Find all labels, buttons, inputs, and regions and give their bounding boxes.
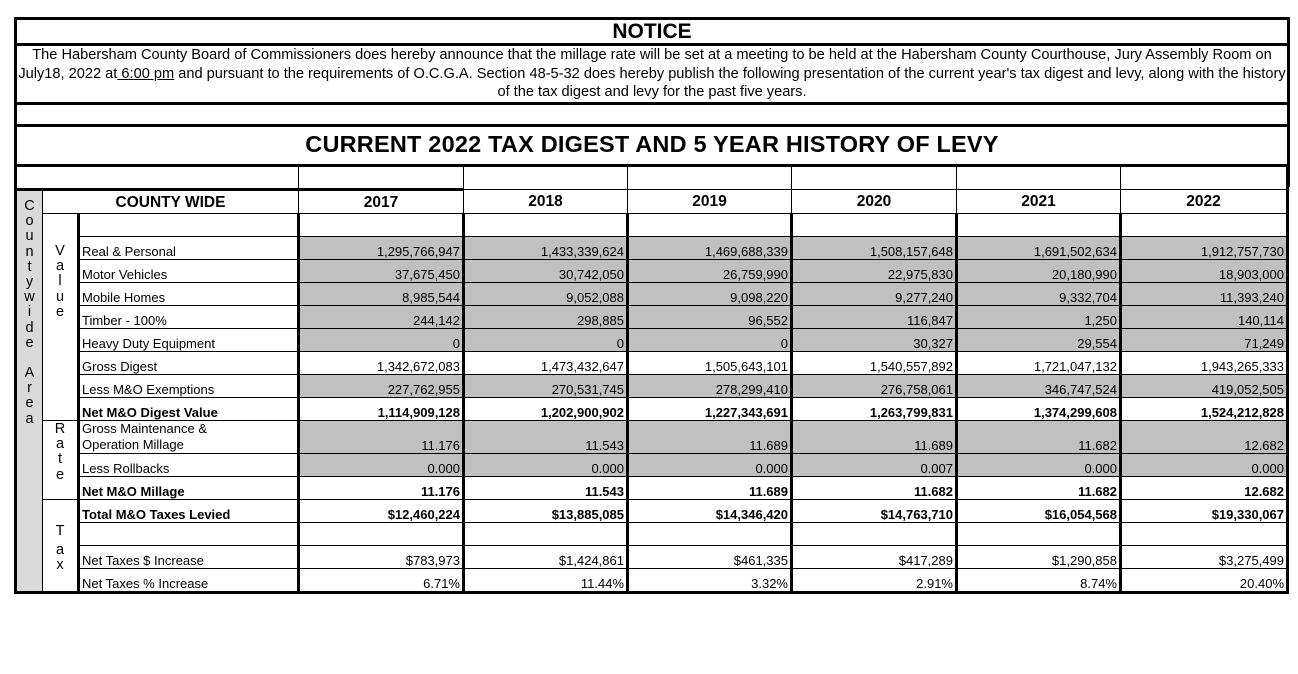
spacer-row [16, 166, 1288, 190]
year-header: 2022 [1121, 190, 1288, 214]
blank-cell [957, 166, 1121, 190]
value-cell: 11.176 [299, 421, 464, 454]
area-letter: w [24, 289, 35, 306]
area-letter: o [25, 213, 34, 230]
blank-cell [628, 166, 792, 190]
value-cell: 1,691,502,634 [957, 237, 1121, 260]
value-cell: $783,973 [299, 546, 464, 569]
value-cell: 1,263,799,831 [792, 398, 957, 421]
group-letter: l [58, 273, 62, 290]
group-letter: t [57, 451, 63, 468]
value-cell: 227,762,955 [299, 375, 464, 398]
table-title: CURRENT 2022 TAX DIGEST AND 5 YEAR HISTORY OF LEVY [305, 131, 999, 157]
area-letter: e [25, 334, 34, 351]
area-letter: u [25, 228, 34, 245]
blank-cell [464, 166, 628, 190]
value-cell: 0 [628, 329, 792, 352]
row-label: Net M&O Digest Value [79, 398, 299, 421]
value-cell: 0 [299, 329, 464, 352]
value-cell: 9,277,240 [792, 283, 957, 306]
value-cell: 30,327 [792, 329, 957, 352]
area-letter: d [25, 319, 34, 336]
table-row [16, 546, 1288, 569]
group-letter: V [55, 243, 65, 259]
value-cell: $461,335 [628, 546, 792, 569]
value-cell: 140,114 [1121, 306, 1288, 329]
value-group-label [43, 214, 79, 421]
value-cell: 0.007 [792, 454, 957, 477]
value-cell: 1,295,766,947 [299, 237, 464, 260]
blank-cell [628, 523, 792, 546]
value-cell: 278,299,410 [628, 375, 792, 398]
table-row [16, 454, 1288, 477]
row-label: Real & Personal [79, 237, 299, 260]
value-cell: $1,424,861 [464, 546, 628, 569]
group-letter: x [56, 557, 64, 574]
value-cell: 244,142 [299, 306, 464, 329]
value-cell: 6.71% [299, 569, 464, 593]
area-letter: C [24, 198, 35, 214]
blank-cell [299, 166, 464, 190]
value-cell: 11.689 [628, 421, 792, 454]
year-header: 2020 [792, 190, 957, 214]
value-cell: $13,885,085 [464, 500, 628, 523]
tax-group-label [43, 500, 79, 593]
group-letter: a [55, 258, 65, 275]
blank-cell [79, 523, 299, 546]
blank-cell [1121, 214, 1288, 237]
blank-cell [464, 523, 628, 546]
blank-cell [1121, 166, 1288, 190]
year-header: 2018 [464, 190, 628, 214]
county-wide-area-label [16, 190, 43, 593]
year-header: 2019 [628, 190, 792, 214]
value-cell: 12.682 [1121, 421, 1288, 454]
value-cell: 116,847 [792, 306, 957, 329]
value-cell: 26,759,990 [628, 260, 792, 283]
row-label: Timber - 100% [79, 306, 299, 329]
group-letter: a [55, 436, 65, 453]
row-label: Heavy Duty Equipment [79, 329, 299, 352]
rate-group-label [43, 421, 79, 500]
blank-row [16, 523, 1288, 546]
group-letter: R [54, 421, 66, 437]
value-cell: $12,460,224 [299, 500, 464, 523]
value-cell: 1,469,688,339 [628, 237, 792, 260]
value-cell: 1,374,299,608 [957, 398, 1121, 421]
group-letter: e [55, 303, 65, 320]
divider [14, 124, 1290, 127]
value-cell: 96,552 [628, 306, 792, 329]
row-label: Gross Digest [79, 352, 299, 375]
blank-cell [792, 166, 957, 190]
area-letter: i [27, 304, 32, 321]
row-label: Less M&O Exemptions [79, 375, 299, 398]
value-cell: 1,505,643,101 [628, 352, 792, 375]
value-cell: 0.000 [299, 454, 464, 477]
value-cell: 11.543 [464, 477, 628, 500]
value-cell: 1,250 [957, 306, 1121, 329]
value-cell: 1,524,212,828 [1121, 398, 1288, 421]
value-cell: 11.682 [957, 421, 1121, 454]
value-cell: 29,554 [957, 329, 1121, 352]
blank-cell [1121, 523, 1288, 546]
row-label-line: Gross Maintenance & [82, 421, 208, 436]
value-cell: 1,202,900,902 [464, 398, 628, 421]
value-cell: 346,747,524 [957, 375, 1121, 398]
table-row [16, 283, 1288, 306]
tax-digest-table [14, 164, 1289, 594]
blank-cell [299, 523, 464, 546]
value-cell: 1,227,343,691 [628, 398, 792, 421]
blank-row [16, 214, 1288, 237]
value-cell: $19,330,067 [1121, 500, 1288, 523]
value-cell: 18,903,000 [1121, 260, 1288, 283]
value-cell: $417,289 [792, 546, 957, 569]
group-letter: e [55, 466, 65, 483]
value-cell: 1,433,339,624 [464, 237, 628, 260]
value-cell: 9,098,220 [628, 283, 792, 306]
blank-cell [957, 523, 1121, 546]
value-cell: 298,885 [464, 306, 628, 329]
value-cell: 1,540,557,892 [792, 352, 957, 375]
section-header: COUNTY WIDE [43, 190, 299, 214]
table-row [16, 375, 1288, 398]
header-row [16, 190, 1288, 214]
area-letter [19, 351, 40, 366]
value-cell: $14,763,710 [792, 500, 957, 523]
area-letter: e [25, 395, 34, 412]
table-row [16, 329, 1288, 352]
value-cell: 1,473,432,647 [464, 352, 628, 375]
group-letter: a [55, 542, 65, 559]
value-cell: 1,943,265,333 [1121, 352, 1288, 375]
blank-cell [16, 166, 299, 190]
value-cell: 8,985,544 [299, 283, 464, 306]
value-cell: 11.682 [957, 477, 1121, 500]
table-row [16, 306, 1288, 329]
year-header: 2021 [957, 190, 1121, 214]
row-label: Motor Vehicles [79, 260, 299, 283]
row-label: Mobile Homes [79, 283, 299, 306]
value-cell: 12.682 [1121, 477, 1288, 500]
value-cell: 3.32% [628, 569, 792, 593]
area-letter: y [25, 274, 34, 291]
value-cell: 270,531,745 [464, 375, 628, 398]
value-cell: 37,675,450 [299, 260, 464, 283]
value-cell: $1,290,858 [957, 546, 1121, 569]
row-label: Less Rollbacks [79, 454, 299, 477]
blank-cell [628, 214, 792, 237]
group-letter: T [55, 523, 65, 539]
value-cell: $3,275,499 [1121, 546, 1288, 569]
row-label: Total M&O Taxes Levied [79, 500, 299, 523]
value-cell: 20.40% [1121, 569, 1288, 593]
value-cell: 11.44% [464, 569, 628, 593]
value-cell: 419,052,505 [1121, 375, 1288, 398]
row-label-line: Operation Millage [82, 437, 184, 452]
value-cell: 20,180,990 [957, 260, 1121, 283]
table-row [16, 477, 1288, 500]
row-label: Net Taxes % Increase [79, 569, 299, 593]
value-cell: $16,054,568 [957, 500, 1121, 523]
table-row [16, 260, 1288, 283]
value-cell: $14,346,420 [628, 500, 792, 523]
value-cell: 71,249 [1121, 329, 1288, 352]
value-cell: 2.91% [792, 569, 957, 593]
value-cell: 11,393,240 [1121, 283, 1288, 306]
table-row [16, 500, 1288, 523]
value-cell: 0.000 [1121, 454, 1288, 477]
value-cell: 11.176 [299, 477, 464, 500]
value-cell: 11.689 [792, 421, 957, 454]
notice-body-text-1: The Habersham County Board of Commissioners does hereby announce that the millage rate will be set at a meeting to be held at the Habersham County Courthouse, Jury Assembly Room on July18, 2022 at [18, 47, 1272, 82]
value-cell: 11.543 [464, 421, 628, 454]
blank-cell [957, 214, 1121, 237]
blank-cell [464, 214, 628, 237]
value-cell: 1,342,672,083 [299, 352, 464, 375]
row-label: Net Taxes $ Increase [79, 546, 299, 569]
table-row [16, 237, 1288, 260]
area-letter: n [25, 243, 34, 260]
value-cell: 0.000 [464, 454, 628, 477]
row-label [79, 421, 299, 454]
blank-cell [792, 214, 957, 237]
notice-body-text-2: and pursuant to the requirements of O.C.G.A. Section 48-5-32 does hereby publish the following presentation of the current year's tax digest and levy, along with the history of the tax digest and levy for the past five years. [174, 65, 1286, 101]
value-cell: 11.689 [628, 477, 792, 500]
notice-body [17, 46, 1287, 102]
value-cell: 8.74% [957, 569, 1121, 593]
value-cell: 0.000 [628, 454, 792, 477]
value-cell: 1,114,909,128 [299, 398, 464, 421]
year-header: 2017 [299, 190, 464, 214]
value-cell: 30,742,050 [464, 260, 628, 283]
value-cell: 0 [464, 329, 628, 352]
value-cell: 276,758,061 [792, 375, 957, 398]
table-row [16, 398, 1288, 421]
row-label: Net M&O Millage [79, 477, 299, 500]
value-cell: 1,508,157,648 [792, 237, 957, 260]
table-row [16, 569, 1288, 593]
value-cell: 9,052,088 [464, 283, 628, 306]
value-cell: 22,975,830 [792, 260, 957, 283]
meeting-time: 6:00 pm [117, 65, 175, 82]
value-cell: 11.682 [792, 477, 957, 500]
blank-cell [792, 523, 957, 546]
value-cell: 0.000 [957, 454, 1121, 477]
area-letter: t [27, 258, 32, 275]
table-row [16, 352, 1288, 375]
value-cell: 1,721,047,132 [957, 352, 1121, 375]
divider [14, 102, 1290, 105]
blank-cell [79, 214, 299, 237]
area-letter: A [24, 365, 35, 382]
blank-cell [299, 214, 464, 237]
area-letter: r [27, 380, 32, 397]
value-cell: 1,912,757,730 [1121, 237, 1288, 260]
area-letter: a [25, 410, 34, 427]
notice-title: NOTICE [612, 20, 692, 43]
value-cell: 9,332,704 [957, 283, 1121, 306]
group-letter: u [55, 288, 65, 305]
table-row [16, 421, 1288, 454]
